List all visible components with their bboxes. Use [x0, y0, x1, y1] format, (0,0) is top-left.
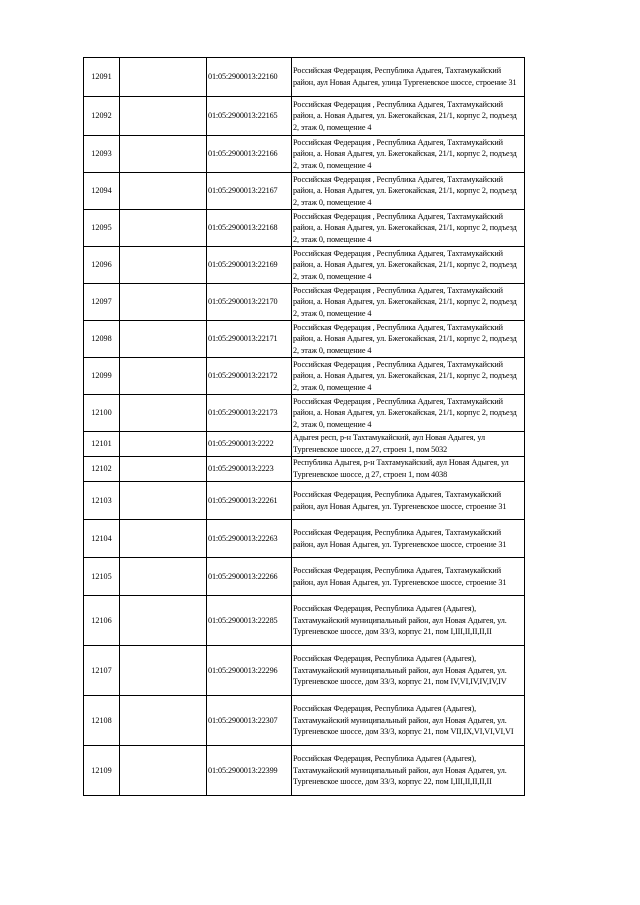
- address-cell: Российская Федерация , Республика Адыгея, Тахтамукайский район, а. Новая Адыгея, ул. Бжегокайская, 21/1, корпус 2, подъезд 2, этаж 0, помещение 4: [292, 284, 525, 321]
- cadastral-number: 01:05:2900013:22165: [207, 97, 292, 136]
- empty-cell: [120, 284, 207, 321]
- cadastral-number: 01:05:2900013:22166: [207, 136, 292, 173]
- table-row: [84, 247, 525, 284]
- empty-cell: [120, 58, 207, 97]
- row-number: 12094: [84, 173, 120, 210]
- table-row: [84, 321, 525, 358]
- empty-cell: [120, 746, 207, 796]
- empty-cell: [120, 173, 207, 210]
- address-cell: Российская Федерация, Республика Адыгея, Тахтамукайский район, аул Новая Адыгея, ул. Тургеневское шоссе, строение 31: [292, 558, 525, 596]
- empty-cell: [120, 97, 207, 136]
- empty-cell: [120, 136, 207, 173]
- address-cell: Российская Федерация, Республика Адыгея, Тахтамукайский район, аул Новая Адыгея, улица Тургеневское шоссе, строение 31: [292, 58, 525, 97]
- address-cell: Российская Федерация, Республика Адыгея (Адыгея), Тахтамукайский муниципальный район, аул Новая Адыгея, ул. Тургеневское шоссе, дом 33/3, корпус 22, пом I,III,II,II,II,II: [292, 746, 525, 796]
- row-number: 12106: [84, 596, 120, 646]
- row-number: 12102: [84, 457, 120, 482]
- cadastral-number: 01:05:2900013:22170: [207, 284, 292, 321]
- empty-cell: [120, 558, 207, 596]
- empty-cell: [120, 457, 207, 482]
- table-row: [84, 520, 525, 558]
- row-number: 12101: [84, 432, 120, 457]
- cadastral-number: 01:05:2900013:22266: [207, 558, 292, 596]
- table-row: [84, 482, 525, 520]
- cadastral-number: 01:05:2900013:22307: [207, 696, 292, 746]
- address-cell: Российская Федерация , Республика Адыгея, Тахтамукайский район, а. Новая Адыгея, ул. Бжегокайская, 21/1, корпус 2, подъезд 2, этаж 0, помещение 4: [292, 395, 525, 432]
- address-cell: Российская Федерация , Республика Адыгея, Тахтамукайский район, а. Новая Адыгея, ул. Бжегокайская, 21/1, корпус 2, подъезд 2, этаж 0, помещение 4: [292, 97, 525, 136]
- empty-cell: [120, 646, 207, 696]
- row-number: 12096: [84, 247, 120, 284]
- empty-cell: [120, 358, 207, 395]
- empty-cell: [120, 247, 207, 284]
- cadastral-number: 01:05:2900013:22172: [207, 358, 292, 395]
- address-cell: Российская Федерация , Республика Адыгея, Тахтамукайский район, а. Новая Адыгея, ул. Бжегокайская, 21/1, корпус 2, подъезд 2, этаж 0, помещение 4: [292, 173, 525, 210]
- row-number: 12098: [84, 321, 120, 358]
- row-number: 12091: [84, 58, 120, 97]
- address-cell: Российская Федерация , Республика Адыгея, Тахтамукайский район, а. Новая Адыгея, ул. Бжегокайская, 21/1, корпус 2, подъезд 2, этаж 0, помещение 4: [292, 136, 525, 173]
- address-cell: Российская Федерация, Республика Адыгея, Тахтамукайский район, аул Новая Адыгея, ул. Тургеневское шоссе, строение 31: [292, 482, 525, 520]
- table-row: [84, 696, 525, 746]
- row-number: 12093: [84, 136, 120, 173]
- empty-cell: [120, 210, 207, 247]
- address-cell: Российская Федерация , Республика Адыгея, Тахтамукайский район, а. Новая Адыгея, ул. Бжегокайская, 21/1, корпус 2, подъезд 2, этаж 0, помещение 4: [292, 321, 525, 358]
- table-row: [84, 746, 525, 796]
- table-row: [84, 596, 525, 646]
- address-cell: Российская Федерация , Республика Адыгея, Тахтамукайский район, а. Новая Адыгея, ул. Бжегокайская, 21/1, корпус 2, подъезд 2, этаж 0, помещение 4: [292, 247, 525, 284]
- row-number: 12105: [84, 558, 120, 596]
- cadastral-number: 01:05:2900013:22171: [207, 321, 292, 358]
- table-row: [84, 457, 525, 482]
- row-number: 12109: [84, 746, 120, 796]
- empty-cell: [120, 321, 207, 358]
- row-number: 12103: [84, 482, 120, 520]
- property-registry-table: [83, 57, 525, 796]
- row-number: 12099: [84, 358, 120, 395]
- address-cell: Адыгея респ, р-н Тахтамукайский, аул Новая Адыгея, ул Тургеневское шоссе, д 27, строен 1, пом 5032: [292, 432, 525, 457]
- empty-cell: [120, 520, 207, 558]
- table-row: [84, 210, 525, 247]
- table-row: [84, 358, 525, 395]
- cadastral-number: 01:05:2900013:2223: [207, 457, 292, 482]
- address-cell: Российская Федерация , Республика Адыгея, Тахтамукайский район, а. Новая Адыгея, ул. Бжегокайская, 21/1, корпус 2, подъезд 2, этаж 0, помещение 4: [292, 210, 525, 247]
- address-cell: Республика Адыгея, р-н Тахтамукайский, аул Новая Адыгея, ул Тургеневское шоссе, д 27, строен 1, пом 4038: [292, 457, 525, 482]
- empty-cell: [120, 482, 207, 520]
- table-row: [84, 646, 525, 696]
- table-row: [84, 136, 525, 173]
- row-number: 12107: [84, 646, 120, 696]
- row-number: 12092: [84, 97, 120, 136]
- cadastral-number: 01:05:2900013:22285: [207, 596, 292, 646]
- empty-cell: [120, 596, 207, 646]
- empty-cell: [120, 696, 207, 746]
- empty-cell: [120, 432, 207, 457]
- cadastral-number: 01:05:2900013:22169: [207, 247, 292, 284]
- cadastral-number: 01:05:2900013:22167: [207, 173, 292, 210]
- cadastral-number: 01:05:2900013:2222: [207, 432, 292, 457]
- cadastral-number: 01:05:2900013:22261: [207, 482, 292, 520]
- cadastral-number: 01:05:2900013:22173: [207, 395, 292, 432]
- cadastral-number: 01:05:2900013:22168: [207, 210, 292, 247]
- row-number: 12097: [84, 284, 120, 321]
- table-row: [84, 97, 525, 136]
- empty-cell: [120, 395, 207, 432]
- table-row: [84, 173, 525, 210]
- row-number: 12100: [84, 395, 120, 432]
- table-row: [84, 432, 525, 457]
- cadastral-number: 01:05:2900013:22160: [207, 58, 292, 97]
- table-row: [84, 58, 525, 97]
- document-page: [83, 57, 525, 796]
- address-cell: Российская Федерация, Республика Адыгея (Адыгея), Тахтамукайский муниципальный район, аул Новая Адыгея, ул. Тургеневское шоссе, дом 33/3, корпус 21, пом I,III,II,II,II,II: [292, 596, 525, 646]
- cadastral-number: 01:05:2900013:22296: [207, 646, 292, 696]
- address-cell: Российская Федерация, Республика Адыгея, Тахтамукайский район, аул Новая Адыгея, ул. Тургеневское шоссе, строение 31: [292, 520, 525, 558]
- cadastral-number: 01:05:2900013:22399: [207, 746, 292, 796]
- address-cell: Российская Федерация, Республика Адыгея (Адыгея), Тахтамукайский муниципальный район, аул Новая Адыгея, ул. Тургеневское шоссе, дом 33/3, корпус 21, пом VII,IX,VI,VI,VI,VI: [292, 696, 525, 746]
- cadastral-number: 01:05:2900013:22263: [207, 520, 292, 558]
- address-cell: Российская Федерация , Республика Адыгея, Тахтамукайский район, а. Новая Адыгея, ул. Бжегокайская, 21/1, корпус 2, подъезд 2, этаж 0, помещение 4: [292, 358, 525, 395]
- table-row: [84, 284, 525, 321]
- row-number: 12104: [84, 520, 120, 558]
- row-number: 12108: [84, 696, 120, 746]
- table-row: [84, 558, 525, 596]
- table-row: [84, 395, 525, 432]
- address-cell: Российская Федерация, Республика Адыгея (Адыгея), Тахтамукайский муниципальный район, аул Новая Адыгея, ул. Тургеневское шоссе, дом 33/3, корпус 21, пом IV,VI,IV,IV,IV,IV: [292, 646, 525, 696]
- row-number: 12095: [84, 210, 120, 247]
